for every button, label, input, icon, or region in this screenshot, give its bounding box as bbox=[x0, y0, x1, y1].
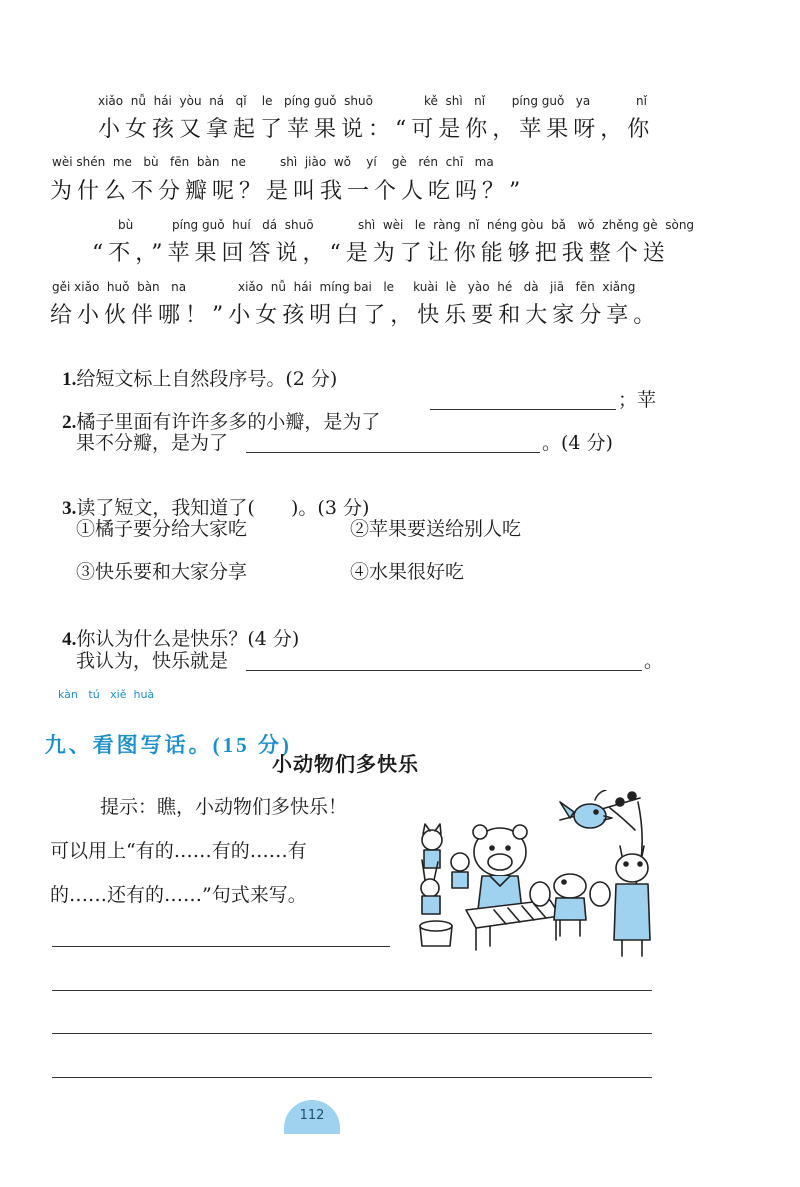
question-number: 4. bbox=[62, 629, 77, 650]
question-text: 给短文标上自然段序号。(2 分) bbox=[76, 368, 338, 390]
passage-line: 小女孩又拿起了苹果说：“可是你，苹果呀，你 bbox=[98, 117, 655, 142]
question-number: 1. bbox=[62, 369, 77, 390]
answer-blank[interactable] bbox=[246, 670, 642, 671]
pinyin-line: shì jiào wǒ yí gè rén chī ma bbox=[280, 155, 494, 169]
passage-line: 为什么不分瓣呢？是叫我一个人吃吗？” bbox=[50, 179, 526, 204]
option-3[interactable]: ③快乐要和大家分享 bbox=[76, 561, 248, 583]
page-number-badge bbox=[284, 1100, 340, 1134]
question-number: 3. bbox=[62, 498, 77, 519]
pinyin-line: kě shì nǐ píng guǒ ya bbox=[424, 94, 591, 108]
pinyin-line: nǐ bbox=[636, 94, 647, 108]
writing-line[interactable] bbox=[52, 946, 390, 947]
option-4[interactable]: ④水果很好吃 bbox=[350, 561, 465, 583]
pinyin-line: bù bbox=[118, 218, 134, 232]
option-2[interactable]: ②苹果要送给别人吃 bbox=[350, 518, 522, 540]
hint-text: 提示：瞧，小动物们多快乐！ bbox=[100, 796, 348, 818]
question-text: ；苹 bbox=[618, 389, 657, 411]
answer-blank[interactable] bbox=[246, 452, 540, 453]
page-number: 112 bbox=[299, 1108, 325, 1123]
question-text: 我认为，快乐就是 bbox=[76, 650, 229, 672]
section-pinyin: kàn tú xiě huà bbox=[58, 688, 155, 701]
answer-blank[interactable] bbox=[430, 409, 616, 410]
pinyin-line: xiǎo nǚ hái míng bai le kuài lè yào hé dà jiā fēn xiǎng bbox=[238, 280, 636, 294]
question-text: 。(4 分) bbox=[542, 432, 613, 454]
pinyin-line: xiǎo nǚ hái yòu ná qǐ le píng guǒ shuō bbox=[98, 94, 373, 108]
question-1 bbox=[50, 342, 337, 391]
question-text: 读了短文，我知道了( )。(3 分) bbox=[76, 497, 370, 519]
option-1[interactable]: ①橘子要分给大家吃 bbox=[76, 518, 248, 540]
writing-line[interactable] bbox=[52, 1033, 652, 1034]
question-number: 2. bbox=[62, 412, 77, 433]
passage-line: “不，”苹果回答说，“是为了让你能够把我整个送 bbox=[92, 241, 670, 266]
section-title: 九、看图写话。 bbox=[44, 732, 213, 757]
writing-line[interactable] bbox=[52, 1077, 652, 1078]
question-2 bbox=[50, 385, 380, 434]
question-text: 。 bbox=[644, 650, 664, 672]
section-points: (15 分) bbox=[212, 733, 292, 757]
question-text: 你认为什么是快乐？(4 分) bbox=[76, 628, 300, 650]
pinyin-line: wèi shén me bù fēn bàn ne bbox=[52, 155, 246, 169]
passage-line: 给小伙伴哪！”小女孩明白了，快乐要和大家分享。 bbox=[50, 303, 661, 328]
hint-text: 可以用上“有的……有的……有 bbox=[50, 840, 307, 862]
question-text: 果不分瓣，是为了 bbox=[76, 432, 229, 454]
writing-line[interactable] bbox=[52, 990, 652, 991]
question-4 bbox=[50, 602, 299, 651]
question-text: 橘子里面有许许多多的小瓣，是为了 bbox=[76, 411, 381, 433]
hint-text: 的……还有的……”句式来写。 bbox=[50, 884, 307, 906]
pinyin-line: shì wèi le ràng nǐ néng gòu bǎ wǒ zhěng gè sòng bbox=[358, 218, 695, 232]
pinyin-line: píng guǒ huí dá shuō bbox=[172, 218, 314, 232]
writing-title: 小动物们多快乐 bbox=[272, 752, 419, 776]
pinyin-line: gěi xiǎo huǒ bàn na bbox=[52, 280, 187, 294]
question-3 bbox=[50, 471, 369, 520]
animals-illustration bbox=[410, 790, 660, 960]
section-heading bbox=[24, 704, 292, 759]
